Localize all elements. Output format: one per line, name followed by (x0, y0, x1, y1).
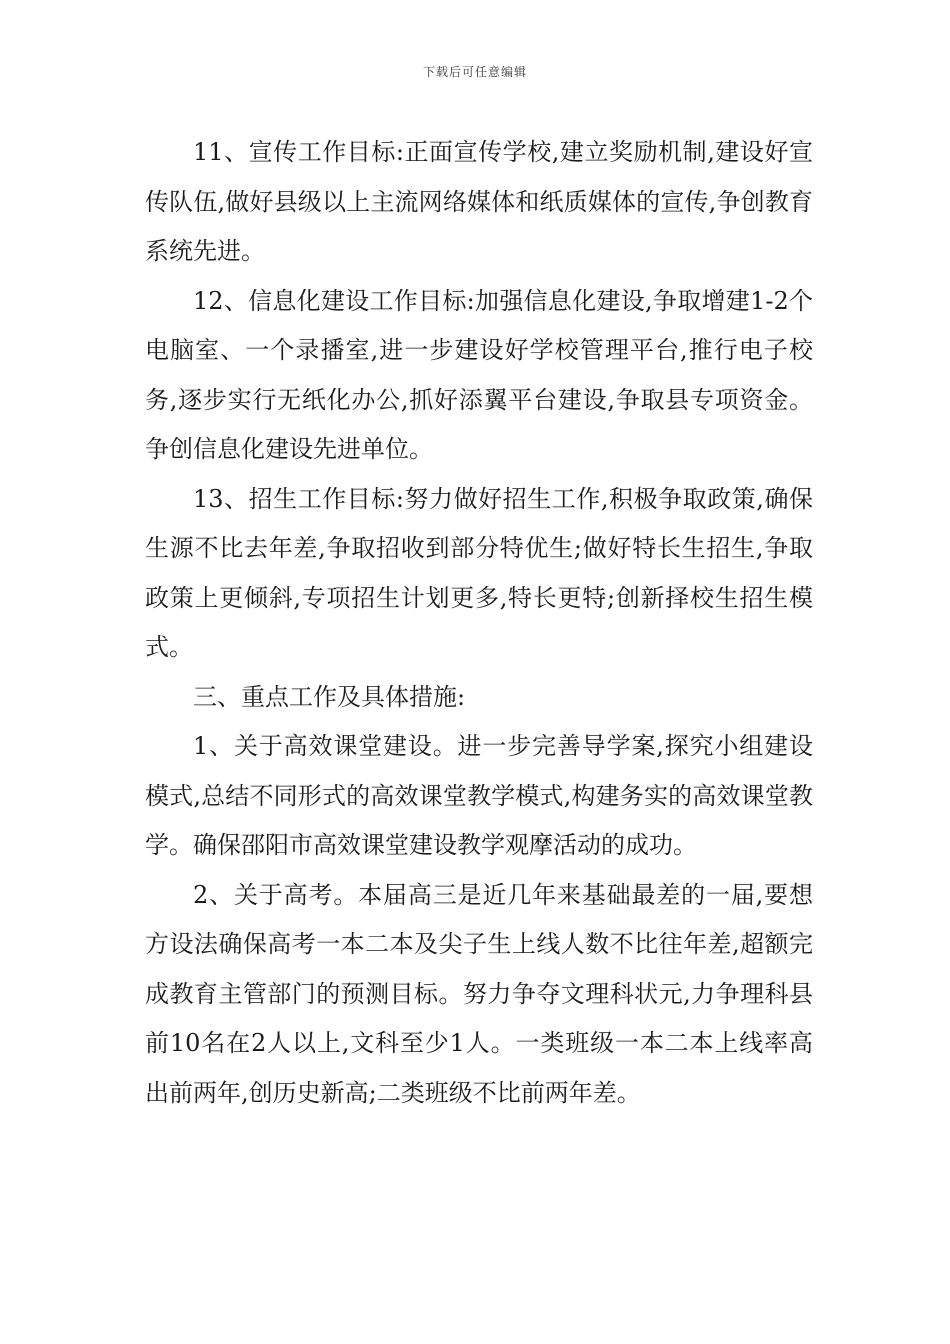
paragraph-efficient-classroom: 1、关于高效课堂建设。进一步完善导学案,探究小组建设模式,总结不同形式的高效课堂教学模式,构建务实的高效课堂教学。确保邵阳市高效课堂建设教学观摩活动的成功。 (145, 732, 813, 859)
paragraph-publicity-goal: 11、宣传工作目标:正面宣传学校,建立奖励机制,建设好宣传队伍,做好县级以上主流网络媒体和纸质媒体的宣传,争创教育系统先进。 (145, 138, 813, 265)
section-heading-key-work: 三、重点工作及具体措施: (193, 682, 466, 711)
page-header: 下载后可任意编辑 (422, 65, 527, 79)
paragraph-enrollment-goal: 13、招生工作目标:努力做好招生工作,积极争取政策,确保生源不比去年差,争取招收到部分特优生;做好特长生招生,争取政策上更倾斜,专项招生计划更多,特长更特;创新择校生招生模式。 (145, 484, 813, 661)
paragraph-college-entrance-exam: 2、关于高考。本届高三是近几年来基础最差的一届,要想方设法确保高考一本二本及尖子生上线人数不比往年差,超额完成教育主管部门的预测目标。努力争夺文理科状元,力争理科县前10名在2人以上,文科至少1人。一类班级一本二本上线率高出前两年,创历史新高;二类班级不比前两年差。 (145, 880, 813, 1107)
document-body (145, 128, 813, 1118)
paragraph-informatization-goal: 12、信息化建设工作目标:加强信息化建设,争取增建1-2个电脑室、一个录播室,进一步建设好学校管理平台,推行电子校务,逐步实行无纸化办公,抓好添翼平台建设,争取县专项资金。争创信息化建设先进单位。 (145, 286, 813, 463)
